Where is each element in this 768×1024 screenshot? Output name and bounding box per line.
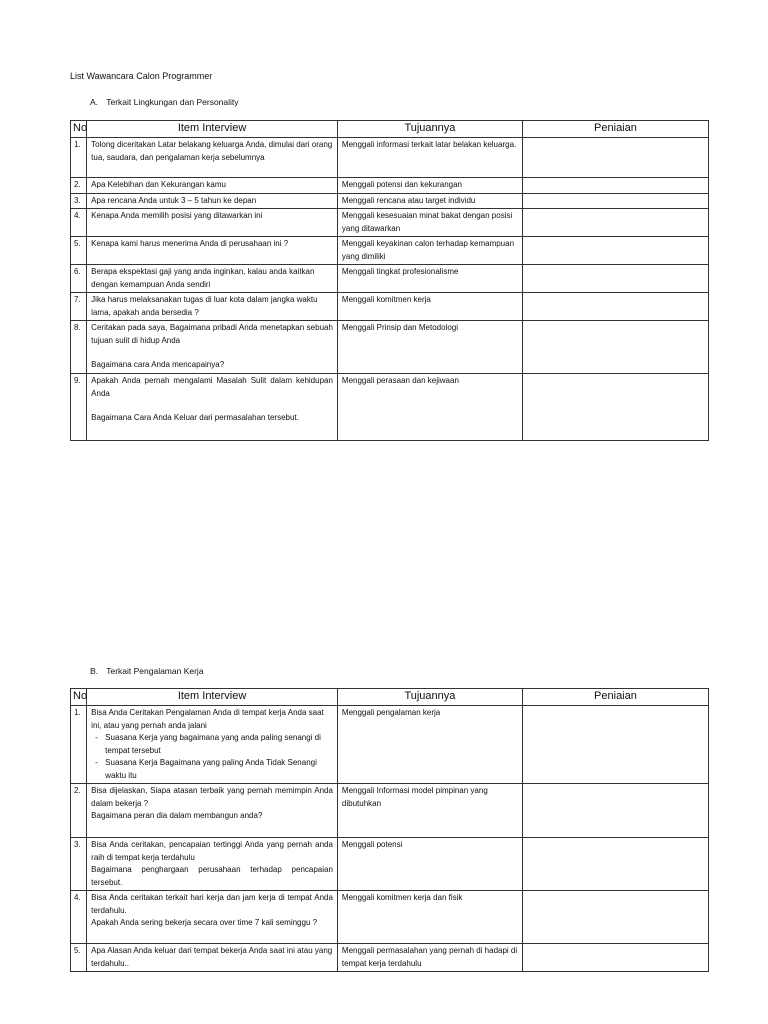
item-extra-text: Apakah Anda sering bekerja secara over time 7 kali seminggu ? <box>91 918 318 927</box>
header-no: No <box>71 121 87 138</box>
header-tujuannya: Tujuannya <box>337 121 522 138</box>
interview-purpose: Menggali potensi dan kekurangan <box>337 178 522 194</box>
interview-item <box>87 374 338 441</box>
item-text: Apakah Anda pernah mengalami Masalah Sulit dalam kehidupan Anda <box>91 376 333 398</box>
table-header-row <box>71 121 709 138</box>
score-cell[interactable] <box>522 265 708 293</box>
section-letter: A. <box>90 97 99 107</box>
score-cell[interactable] <box>522 209 708 237</box>
row-number: 8. <box>71 321 87 374</box>
score-cell[interactable] <box>522 178 708 194</box>
item-extra-text: Bagaimana peran dia dalam membangun anda? <box>91 811 263 820</box>
interview-item: Kenapa kami harus menerima Anda di perusahaan ini ? <box>87 237 338 265</box>
interview-purpose: Menggali komitmen kerja dan fisik <box>337 891 522 944</box>
interview-item <box>87 891 338 944</box>
interview-item: Apa Kelebihan dan Kekurangan kamu <box>87 178 338 194</box>
document-title: List Wawancara Calon Programmer <box>70 71 213 81</box>
row-number: 7. <box>71 293 87 321</box>
score-cell[interactable] <box>522 944 708 972</box>
item-extra-text: Bagaimana cara Anda mencapainya? <box>91 360 225 369</box>
header-tujuannya: Tujuannya <box>337 689 522 706</box>
sub-bullet-text: Suasana Kerja Bagaimana yang paling Anda Tidak Senangi waktu itu <box>105 758 317 780</box>
table-row <box>71 944 709 972</box>
dash-bullet: - <box>95 733 98 742</box>
interview-item <box>87 706 338 784</box>
interview-purpose: Menggali informasi terkait latar belakan keluarga. <box>337 138 522 178</box>
interview-purpose: Menggali Prinsip dan Metodologi <box>337 321 522 374</box>
table-row <box>71 265 709 293</box>
interview-item: Apa rencana Anda untuk 3 – 5 tahun ke depan <box>87 193 338 209</box>
table-row <box>71 891 709 944</box>
section-b-heading <box>90 666 204 676</box>
row-number: 4. <box>71 891 87 944</box>
score-cell[interactable] <box>522 237 708 265</box>
row-number: 2. <box>71 784 87 838</box>
sub-bullet <box>91 732 333 757</box>
table-header-row <box>71 689 709 706</box>
table-row <box>71 293 709 321</box>
score-cell[interactable] <box>522 138 708 178</box>
section-letter: B. <box>90 666 99 676</box>
table-row <box>71 706 709 784</box>
score-cell[interactable] <box>522 784 708 838</box>
score-cell[interactable] <box>522 838 708 891</box>
score-cell[interactable] <box>522 293 708 321</box>
row-number: 5. <box>71 237 87 265</box>
interview-purpose: Menggali kesesuaian minat bakat dengan posisi yang ditawarkan <box>337 209 522 237</box>
score-cell[interactable] <box>522 891 708 944</box>
interview-purpose: Menggali Informasi model pimpinan yang dibutuhkan <box>337 784 522 838</box>
table-row <box>71 193 709 209</box>
interview-purpose: Menggali potensi <box>337 838 522 891</box>
item-text: Bisa Anda ceritakan terkait hari kerja dan jam kerja di tempat Anda terdahulu. <box>91 893 333 915</box>
interview-item <box>87 784 338 838</box>
interview-item: Jika harus melaksanakan tugas di luar kota dalam jangka waktu lama, apakah anda bersedia ? <box>87 293 338 321</box>
interview-item <box>87 838 338 891</box>
interview-item: Berapa ekspektasi gaji yang anda inginkan, kalau anda kaitkan dengan kemampuan Anda sendiri <box>87 265 338 293</box>
section-a-heading <box>90 97 239 107</box>
header-penilaian: Peniaian <box>522 121 708 138</box>
table-row <box>71 321 709 374</box>
row-number: 5. <box>71 944 87 972</box>
header-no: No <box>71 689 87 706</box>
section-title: Terkait Pengalaman Kerja <box>106 666 204 676</box>
row-number: 2. <box>71 178 87 194</box>
interview-item: Tolong diceritakan Latar belakang keluarga Anda, dimulai dari orang tua, saudara, dan pengalaman kerja sebelumnya <box>87 138 338 178</box>
row-number: 3. <box>71 838 87 891</box>
interview-purpose: Menggali perasaan dan kejiwaan <box>337 374 522 441</box>
item-extra-text: Bagaimana Cara Anda Keluar dari permasalahan tersebut. <box>91 413 299 422</box>
row-number: 1. <box>71 138 87 178</box>
interview-purpose: Menggali tingkat profesionalisme <box>337 265 522 293</box>
header-item-interview: Item Interview <box>87 689 338 706</box>
score-cell[interactable] <box>522 321 708 374</box>
table-row <box>71 237 709 265</box>
dash-bullet: - <box>95 758 98 767</box>
row-number: 9. <box>71 374 87 441</box>
section-title: Terkait Lingkungan dan Personality <box>106 97 239 107</box>
interview-purpose: Menggali keyakinan calon terhadap kemampuan yang dimiliki <box>337 237 522 265</box>
score-cell[interactable] <box>522 706 708 784</box>
row-number: 4. <box>71 209 87 237</box>
header-item-interview: Item Interview <box>87 121 338 138</box>
interview-purpose: Menggali permasalahan yang pernah di hadapi di tempat kerja terdahulu <box>337 944 522 972</box>
score-cell[interactable] <box>522 193 708 209</box>
interview-table-a <box>70 120 709 441</box>
table-row <box>71 374 709 441</box>
item-text: Bisa Anda Ceritakan Pengalaman Anda di tempat kerja Anda saat ini, atau yang pernah anda jalani <box>91 708 324 730</box>
interview-purpose: Menggali pengalaman kerja <box>337 706 522 784</box>
table-row <box>71 209 709 237</box>
table-row <box>71 138 709 178</box>
row-number: 1. <box>71 706 87 784</box>
interview-table-b <box>70 688 709 972</box>
item-text: Ceritakan pada saya, Bagaimana pribadi Anda menetapkan sebuah tujuan sulit di hidup Anda <box>91 323 333 345</box>
interview-item: Kenapa Anda memilih posisi yang ditawarkan ini <box>87 209 338 237</box>
interview-purpose: Menggali rencana atau target individu <box>337 193 522 209</box>
sub-bullet <box>91 757 333 782</box>
row-number: 6. <box>71 265 87 293</box>
item-extra-text: Bagaimana penghargaan perusahaan terhadap pencapaian tersebut. <box>91 865 333 887</box>
interview-purpose: Menggali komitmen kerja <box>337 293 522 321</box>
item-text: Bisa dijelaskan, Siapa atasan terbaik yang pernah memimpin Anda dalam bekerja ? <box>91 786 333 808</box>
sub-bullet-text: Suasana Kerja yang bagaimana yang anda paling senangi di tempat tersebut <box>105 733 321 755</box>
score-cell[interactable] <box>522 374 708 441</box>
interview-item <box>87 321 338 374</box>
table-row <box>71 838 709 891</box>
table-row <box>71 178 709 194</box>
item-text: Bisa Anda ceritakan, pencapaian tertinggi Anda yang pernah anda raih di tempat kerja terdahulu <box>91 840 333 862</box>
table-row <box>71 784 709 838</box>
header-penilaian: Peniaian <box>522 689 708 706</box>
interview-item: Apa Alasan Anda keluar dari tempat bekerja Anda saat ini atau yang terdahulu.. <box>87 944 338 972</box>
row-number: 3. <box>71 193 87 209</box>
